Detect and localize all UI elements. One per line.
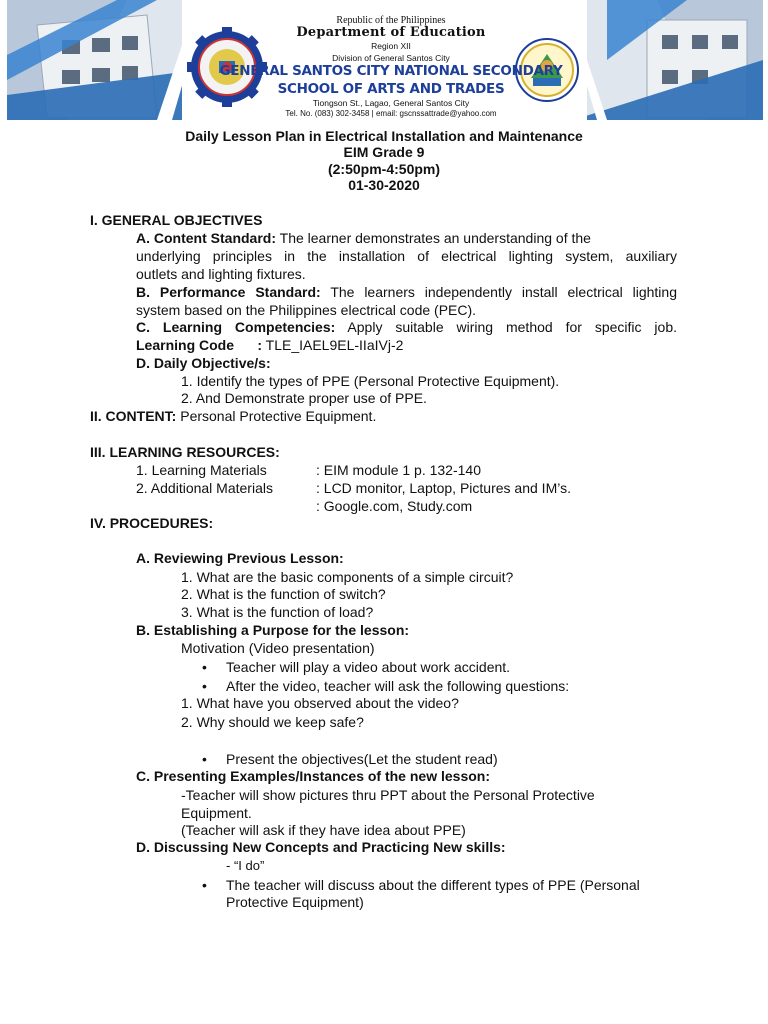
content-standard-line3: outlets and lighting fixtures. [136, 266, 306, 282]
presenting-line-2: Equipment. [181, 805, 252, 821]
grade-label: EIM Grade 9 [343, 144, 425, 160]
objectives-heading: I. GENERAL OBJECTIVES [90, 212, 263, 228]
daily-objective-2: 2. And Demonstrate proper use of PPE. [181, 390, 427, 406]
content-standard: A. Content Standard: The learner demonstrates an understanding of the [136, 230, 591, 246]
republic-label: Republic of the Philippines [336, 15, 446, 26]
purpose-bullet-2: After the video, teacher will ask the following questions: [226, 678, 570, 694]
school-name-line2: SCHOOL OF ARTS AND TRADES [277, 81, 505, 97]
performance-standard-line2: system based on the Philippines electrical code (PEC). [136, 302, 477, 318]
purpose-bullet-1: Teacher will play a video about work accident. [226, 659, 511, 675]
reviewing-lesson-label: A. Reviewing Previous Lesson: [136, 550, 344, 566]
resource-2-label: 2. Additional Materials [136, 480, 273, 496]
presenting-examples-label: C. Presenting Examples/Instances of the new lesson: [136, 768, 490, 784]
document-title: Daily Lesson Plan in Electrical Installation and Maintenance [185, 128, 583, 144]
bullet-glyph: • [202, 678, 207, 694]
purpose-question-1: 1. What have you observed about the video? [181, 695, 459, 711]
i-do-label: - “I do” [226, 858, 265, 873]
division-label: Division of General Santos City [332, 53, 450, 63]
resource-1-label: 1. Learning Materials [136, 462, 267, 478]
performance-standard: B. Performance Standard: The learners independently install electrical lighting [136, 284, 677, 300]
review-question-2: 2. What is the function of switch? [181, 586, 386, 602]
learning-code: Learning Code : TLE_IAEL9EL-IIaIVj-2 [136, 337, 404, 353]
discuss-bullet-line2: Protective Equipment) [226, 894, 364, 910]
purpose-question-2: 2. Why should we keep safe? [181, 714, 364, 730]
bullet-glyph: • [202, 877, 207, 893]
discuss-bullet-line1: The teacher will discuss about the different types of PPE (Personal [226, 877, 640, 893]
letterhead-banner [7, 0, 763, 120]
date-label: 01-30-2020 [348, 177, 420, 193]
procedures-heading: IV. PROCEDURES: [90, 515, 214, 531]
establishing-purpose-label: B. Establishing a Purpose for the lesson: [136, 622, 410, 638]
review-question-1: 1. What are the basic components of a simple circuit? [181, 569, 514, 585]
time-label: (2:50pm-4:50pm) [327, 161, 441, 177]
region-label: Region XII [371, 41, 411, 51]
presenting-line-1: -Teacher will show pictures thru PPT about the Personal Protective [181, 787, 595, 803]
bullet-glyph: • [202, 751, 207, 767]
learning-competencies: C. Learning Competencies: Apply suitable wiring method for specific job. [136, 319, 677, 335]
daily-objective-1: 1. Identify the types of PPE (Personal Protective Equipment). [181, 373, 560, 389]
content-standard-line2: underlying principles in the installation of electrical lighting system, auxiliary [136, 248, 677, 264]
school-address: Tiongson St., Lagao, General Santos City [312, 98, 470, 108]
bullet-glyph: • [202, 659, 207, 675]
resource-2-value: : LCD monitor, Laptop, Pictures and IM’s. [316, 480, 571, 496]
content-section: II. CONTENT: Personal Protective Equipment. [90, 408, 377, 424]
discussing-concepts-label: D. Discussing New Concepts and Practicing New skills: [136, 839, 506, 855]
motivation-line: Motivation (Video presentation) [181, 640, 375, 656]
school-contact: Tel. No. (083) 302-3458 | email: gscnssattrade@yahoo.com [285, 109, 497, 118]
resource-1-value: : EIM module 1 p. 132-140 [316, 462, 481, 478]
review-question-3: 3. What is the function of load? [181, 604, 374, 620]
resource-3-value: : Google.com, Study.com [316, 498, 473, 514]
school-name-line1: GENERAL SANTOS CITY NATIONAL SECONDARY [219, 63, 563, 79]
resources-heading: III. LEARNING RESOURCES: [90, 444, 280, 460]
department-label: Department of Education [296, 25, 486, 40]
purpose-bullet-3: Present the objectives(Let the student read) [226, 751, 498, 767]
daily-objectives-label: D. Daily Objective/s: [136, 355, 271, 371]
presenting-line-3: (Teacher will ask if they have idea about PPE) [181, 822, 466, 838]
